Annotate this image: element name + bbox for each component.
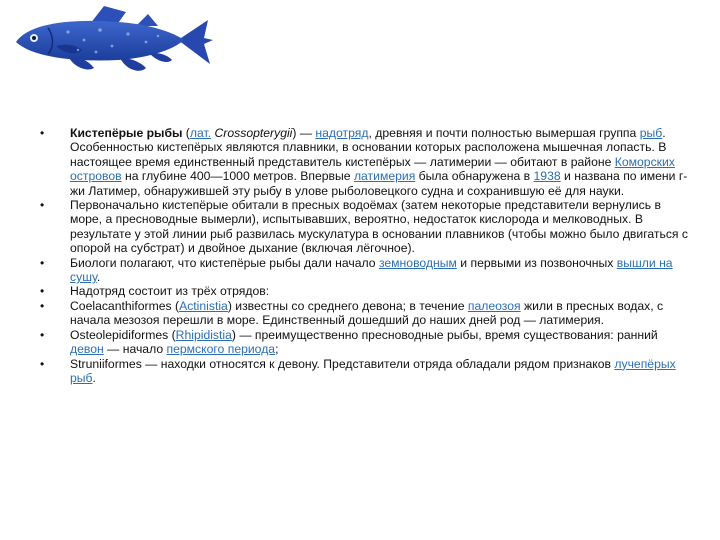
link-permskogo-perioda[interactable]: пермского периода — [166, 342, 276, 357]
list-item-intro: • Кистепёрые рыбы (лат. Crossopterygii) — надотряд, древняя и почти полностью вымершая группа рыб. Особенностью кистепёрых являются плавники, в основании которых расположена мышечная лопасть. В настоящее время единственный представитель кистепёрых — латимерии — обитают в районе Коморских островов на глубине 400—1000 метров. Впервые латимерия была обнаружена в 1938 и названа по имени г-жи Латимер, обнаружившей эту рыбу в улове рыболовецкого судна и сохранившую её для науки. — [40, 126, 688, 198]
list-item-orders-intro: • Надотряд состоит из трёх отрядов: — [40, 284, 688, 298]
latin-name: Crossopterygii — [211, 126, 293, 140]
link-lucheperyh-ryb[interactable]: лучепёрых рыб — [70, 356, 676, 385]
coelacanth-fish-icon — [8, 2, 218, 76]
list-item-osteolepidiformes: • Osteolepidiformes (Rhipidistia) — преимущественно пресноводные рыбы, время существования: ранний девон — начало пермского периода; — [40, 328, 688, 357]
link-actinistia[interactable]: Actinistia — [179, 298, 228, 313]
list-item-biologists: • Биологи полагают, что кистепёрые рыбы дали начало земноводным и первыми из позвоночных вышли на сушу. — [40, 256, 688, 285]
link-rhipidistia[interactable]: Rhipidistia — [175, 327, 232, 342]
link-lat[interactable]: лат. — [189, 126, 212, 140]
list-item-struniiformes: • Struniiformes — находки относятся к девону. Представители отряда обладали рядом признаков лучепёрых рыб. — [40, 357, 688, 386]
article-body — [40, 126, 688, 385]
link-ryb[interactable]: рыб — [639, 126, 663, 140]
link-latimeriya[interactable]: латимерия — [353, 169, 416, 184]
link-zemnovodnym[interactable]: земноводным — [378, 255, 457, 270]
link-vyshli-na-sushu[interactable]: вышли на сушу — [70, 255, 673, 285]
link-paleozoya[interactable]: палеозоя — [467, 298, 521, 313]
list-item-origin: • Первоначально кистепёрые обитали в пресных водоёмах (затем некоторые представители вернулись в море, а пресноводные вымерли), испытывавших, вероятно, недостаток кислорода и мелководных. В результате у этой линии рыб развилась мускулатура в основании плавников (чтобы можно было двигаться с опорой на субстрат) и двойное дыхание (включая лёгочное). — [40, 198, 688, 256]
term-title: Кистепёрые рыбы — [70, 126, 183, 140]
link-1938[interactable]: 1938 — [533, 169, 561, 184]
bullet-list — [40, 126, 688, 385]
link-nadotryad[interactable]: надотряд — [315, 126, 369, 140]
list-item-coelacanthiformes: • Coelacanthiformes (Actinistia) известны со среднего девона; в течение палеозоя жили в пресных водах, с начала мезозоя перешли в море. Единственный дошедший до наших дней род — латимерия. — [40, 299, 688, 328]
link-devon[interactable]: девон — [70, 342, 104, 357]
link-komorskih-ostrovov[interactable]: Коморских островов — [70, 154, 675, 184]
